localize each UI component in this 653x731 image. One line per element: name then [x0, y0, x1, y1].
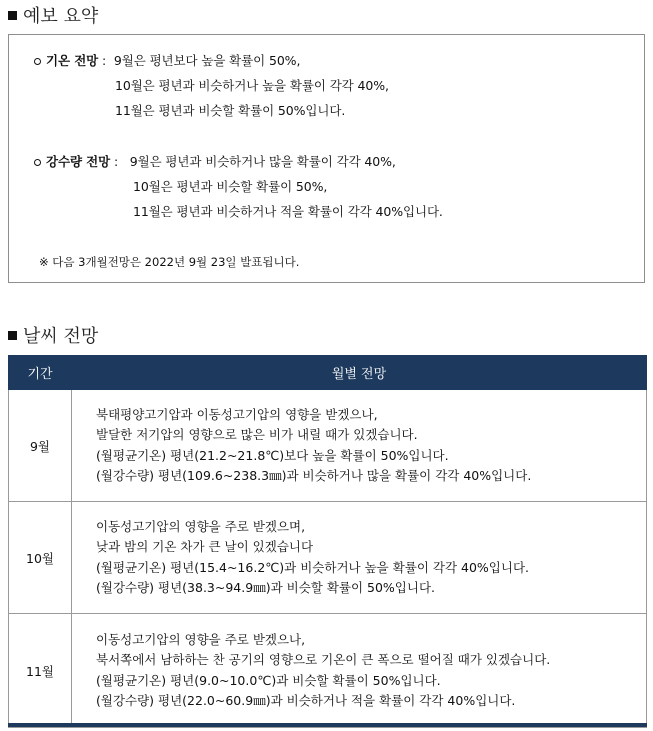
- summary-section-title: 예보 요약: [8, 2, 98, 28]
- circle-bullet-icon: [34, 159, 41, 166]
- outlook-line: (월평균기온) 평년(15.4~16.2℃)과 비슷하거나 높을 확률이 각각 40%입니다.: [96, 559, 530, 575]
- table-row: [9, 502, 647, 614]
- outlook-cell: [72, 390, 647, 502]
- outlook-line: (월강수량) 평년(22.0~60.9㎜)과 비슷하거나 적을 확률이 각각 40%입니다.: [96, 693, 516, 708]
- precipitation-line-2: 10월은 평년과 비슷할 확률이 50%,: [133, 179, 328, 194]
- outlook-section-title: 날씨 전망: [8, 322, 98, 348]
- precipitation-outlook: 강수량 전망 : 9월은 평년과 비슷하거나 많을 확률이 각각 40%,: [34, 152, 396, 170]
- temperature-label: 기온 전망: [46, 53, 99, 68]
- monthly-outlook-header: 월별 전망: [72, 356, 647, 390]
- table-row: [9, 390, 647, 502]
- period-cell: 9월: [9, 390, 72, 502]
- precipitation-line-1: 9월은 평년과 비슷하거나 많을 확률이 각각 40%,: [129, 154, 396, 169]
- precipitation-label: 강수량 전망: [46, 154, 111, 169]
- outlook-line: 북태평양고기압과 이동성고기압의 영향을 받겠으나,: [96, 406, 378, 422]
- temperature-line-3: 11월은 평년과 비슷할 확률이 50%입니다.: [115, 103, 346, 118]
- period-cell: 10월: [9, 502, 72, 614]
- table-header-row: [9, 356, 647, 390]
- temperature-line-2: 10월은 평년과 비슷하거나 높을 확률이 각각 40%,: [115, 78, 389, 93]
- outlook-line: (월평균기온) 평년(9.0~10.0℃)과 비슷할 확률이 50%입니다.: [96, 672, 441, 688]
- period-cell: 11월: [9, 614, 72, 728]
- outlook-cell: [72, 614, 647, 728]
- temperature-outlook: 기온 전망 : 9월은 평년보다 높을 확률이 50%,: [34, 51, 300, 69]
- outlook-line: 북서쪽에서 남하하는 찬 공기의 영향으로 기온이 큰 폭으로 떨어질 때가 있겠습니다.: [96, 652, 551, 667]
- outlook-line: 발달한 저기압의 영향으로 많은 비가 내릴 때가 있겠습니다.: [96, 427, 418, 442]
- outlook-line: (월강수량) 평년(38.3~94.9㎜)과 비슷할 확률이 50%입니다.: [96, 580, 435, 595]
- outlook-line: 낮과 밤의 기온 차가 큰 날이 있겠습니다: [96, 539, 314, 554]
- period-header: 기간: [9, 356, 72, 390]
- square-bullet-icon: [8, 331, 17, 340]
- outlook-cell: [72, 502, 647, 614]
- table-row: [9, 614, 647, 728]
- temperature-line-1: 9월은 평년보다 높을 확률이 50%,: [113, 53, 301, 68]
- table-bottom-rule: [8, 723, 647, 727]
- outlook-line: 이동성고기압의 영향을 주로 받겠으며,: [96, 518, 306, 534]
- summary-box: [8, 34, 645, 283]
- monthly-outlook-table: [8, 355, 647, 728]
- precipitation-line-3: 11월은 평년과 비슷하거나 적을 확률이 각각 40%입니다.: [133, 204, 443, 219]
- circle-bullet-icon: [34, 58, 41, 65]
- next-release-note: ※ 다음 3개월전망은 2022년 9월 23일 발표됩니다.: [39, 255, 300, 269]
- outlook-line: 이동성고기압의 영향을 주로 받겠으나,: [96, 631, 306, 647]
- outlook-line: (월강수량) 평년(109.6~238.3㎜)과 비슷하거나 많을 확률이 각각 40%입니다.: [96, 468, 532, 483]
- square-bullet-icon: [8, 11, 17, 20]
- outlook-line: (월평균기온) 평년(21.2~21.8℃)보다 높을 확률이 50%입니다.: [96, 447, 449, 463]
